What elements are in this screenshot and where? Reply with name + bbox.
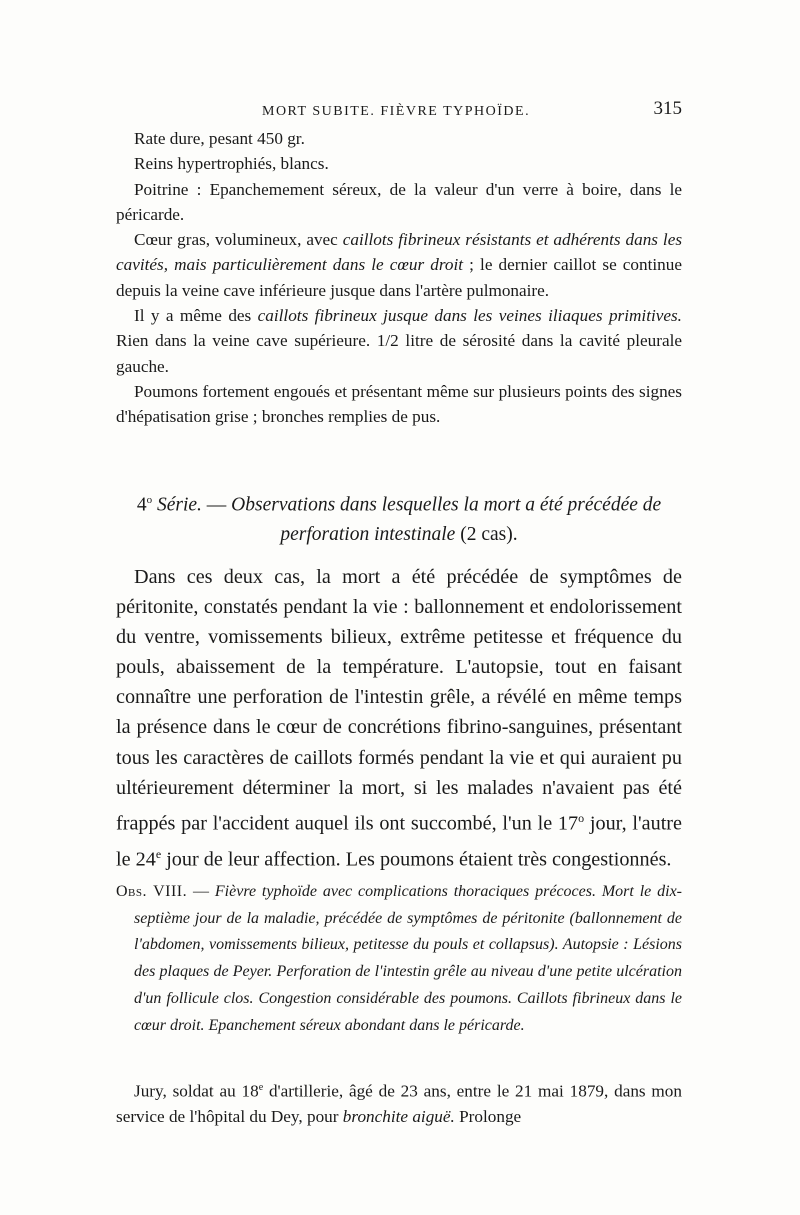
- series-heading: 4$^o$ Série. — Observations dans lesquelles la mort a été précédée de perforation intestinale (2 cas).: [136, 494, 662, 545]
- observation-text: Fièvre typhoïde avec complications thoraciques précoces. Mort le dix-septième jour de la maladie, précédée de symptômes de péritonite (ballonnement de l'abdomen, vomissements bilieux, petitesse du pouls et collapsus). Autopsie : Lésions des plaques de Peyer. Perforation de l'intestin grêle au niveau d'une petite ulcération d'un follicule clos. Congestion considérable des poumons. Caillots fibrineux dans le cœur droit. Epanchement séreux abondant dans le péricarde.: [134, 883, 683, 1034]
- main-paragraph: Dans ces deux cas, la mort a été précédée de symptômes de péritonite, constatés pendant la vie : ballonnement et endolorissement du ventre, vomissements bilieux, extrême petitesse et fréquence du pouls, abaissement de la température. L'autopsie, tout en faisant connaître une perforation de l'intestin grêle, a révélé en même temps la présence dans le cœur de concrétions fibrino-sanguines, présentant tous les caractères de caillots formés pendant la vie et qui auraient pu ultérieurement déterminer la mort, si les malades n'avaient pas été frappés par l'accident auquel ils ont succombé, l'un le 17$^o$ jour, l'autre le 24e jour de leur affection. Les poumons étaient très congestionnés.: [116, 566, 682, 871]
- paragraph-clots: Il y a même des caillots fibrineux jusque dans les veines iliaques primitives. Rien dans la veine cave supérieure. 1/2 litre de sérosité dans la cavité pleurale gauche.: [116, 306, 682, 376]
- page-number: 315: [653, 98, 682, 119]
- case-paragraph: Jury, soldat au 18e d'artillerie, âgé de 23 ans, entre le 21 mai 1879, dans mon service de l'hôpital du Dey, pour bronchite aiguë. Prolonge: [116, 1081, 682, 1127]
- autopsy-findings: [116, 126, 682, 430]
- observation-summary: Obs. VIII. — Fièvre typhoïde avec complications thoraciques précoces. Mort le dix-septième jour de la maladie, précédée de symptômes de péritonite (ballonnement de l'abdomen, vomissements bilieux, petitesse du pouls et collapsus). Autopsie : Lésions des plaques de Peyer. Perforation de l'intestin grêle au niveau d'une petite ulcération d'un follicule clos. Congestion considérable des poumons. Caillots fibrineux dans le cœur droit. Epanchement séreux abondant dans le péricarde.: [116, 883, 683, 1034]
- page-header: [116, 98, 682, 124]
- paragraph-kidneys: Reins hypertrophiés, blancs.: [134, 154, 329, 174]
- paragraph-lungs: Poumons fortement engoués et présentant même sur plusieurs points des signes d'hépatisation grise ; bronches remplies de pus.: [116, 381, 682, 427]
- paragraph-heart: Cœur gras, volumineux, avec caillots fibrineux résistants et adhérents dans les cavités, mais particulièrement dans le cœur droit ; le dernier caillot se continue depuis la veine cave inférieure jusque dans l'artère pulmonaire.: [116, 230, 683, 300]
- observation-label: Obs. VIII.: [116, 883, 188, 900]
- paragraph-spleen: Rate dure, pesant 450 gr.: [134, 129, 305, 148]
- paragraph-chest: Poitrine : Epanchemement séreux, de la valeur d'un verre à boire, dans le péricarde.: [116, 179, 682, 224]
- running-head: MORT SUBITE. FIÈVRE TYPHOÏDE.: [262, 104, 531, 119]
